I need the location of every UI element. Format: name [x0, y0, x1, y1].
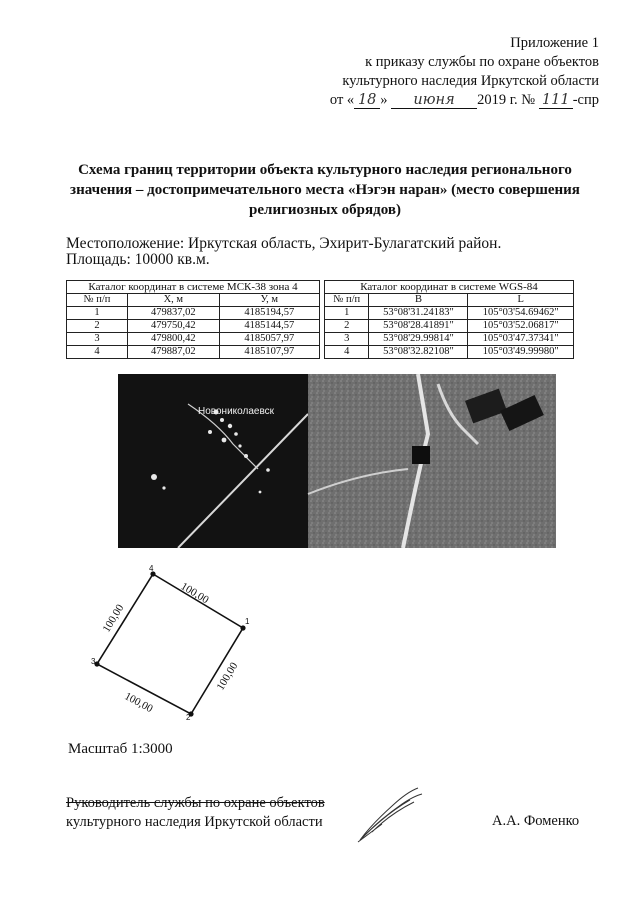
wgs-header-num: № п/п — [325, 294, 369, 307]
cell: 105°03'49.99980" — [468, 346, 574, 359]
cell: 3 — [325, 333, 369, 346]
appendix-line-1: Приложение 1 — [510, 35, 599, 51]
cell: 4185107,97 — [219, 346, 319, 359]
cell: 479887,02 — [128, 346, 219, 359]
cell: 53°08'29.99814" — [369, 333, 468, 346]
cell: 53°08'32.82108" — [369, 346, 468, 359]
point-label-4: 4 — [149, 564, 154, 573]
wgs-header-b: B — [369, 294, 468, 307]
wgs-coordinates-table — [324, 280, 574, 359]
cell: 105°03'54.69462" — [468, 307, 574, 320]
point-label-2: 2 — [186, 713, 191, 722]
satellite-image-graphic — [118, 374, 556, 548]
cell: 4185194,57 — [219, 307, 319, 320]
position-line-1: Руководитель службы по охране объектов — [66, 795, 325, 811]
village-label: Новониколаевск — [198, 406, 275, 417]
appendix-block — [330, 34, 599, 110]
date-year: 2019 г. № — [477, 92, 536, 108]
cell: 53°08'31.24183" — [369, 307, 468, 320]
cell: 479800,42 — [128, 333, 219, 346]
wgs-header-l: L — [468, 294, 574, 307]
appendix-date-line — [330, 91, 599, 110]
table-row — [67, 346, 320, 359]
cell: 479750,42 — [128, 320, 219, 333]
cell: 4185057,97 — [219, 333, 319, 346]
order-number: 111 — [539, 93, 573, 109]
area-text: Площадь: 10000 кв.м. — [66, 253, 210, 266]
cell: 1 — [67, 307, 128, 320]
table-row — [325, 333, 574, 346]
cell: 1 — [325, 307, 369, 320]
cell: 2 — [67, 320, 128, 333]
date-day: 18 — [354, 93, 380, 109]
appendix-line-3: культурного наследия Иркутской области — [342, 73, 599, 89]
scale-label: Масштаб 1:3000 — [68, 741, 173, 757]
msk-coordinates-table — [66, 280, 320, 359]
table-row — [325, 307, 574, 320]
satellite-image — [118, 374, 556, 548]
table-row — [325, 320, 574, 333]
table-row — [67, 307, 320, 320]
cell: 479837,02 — [128, 307, 219, 320]
msk-header-num: № п/п — [67, 294, 128, 307]
handwritten-signature — [352, 784, 442, 844]
cell: 4 — [325, 346, 369, 359]
msk-header-y: У, м — [219, 294, 319, 307]
vertex-point — [240, 625, 245, 630]
side-label: 100,00 — [100, 602, 127, 635]
msk-header-x: X, м — [128, 294, 219, 307]
point-label-1: 1 — [245, 617, 250, 626]
date-mid: » — [380, 92, 388, 108]
boundary-polygon — [97, 574, 243, 714]
order-suffix: -спр — [572, 92, 599, 108]
wgs-table-caption: Каталог координат в системе WGS-84 — [325, 281, 574, 294]
signatory-name: А.А. Фоменко — [492, 813, 580, 829]
msk-table-caption: Каталог координат в системе МСК-38 зона 4 — [67, 281, 320, 294]
appendix-line-2: к приказу службы по охране объектов — [365, 54, 599, 70]
site-marker — [412, 446, 430, 464]
date-month: июня — [391, 93, 477, 109]
position-line-2: культурного наследия Иркутской области — [66, 814, 323, 830]
date-prefix: от « — [329, 92, 355, 108]
cell: 3 — [67, 333, 128, 346]
cell: 4 — [67, 346, 128, 359]
cell: 105°03'52.06817" — [468, 320, 574, 333]
side-label: 100,00 — [178, 580, 211, 607]
table-row — [325, 346, 574, 359]
boundary-scheme — [70, 560, 270, 735]
location-text: Местоположение: Иркутская область, Эхирит-Булагатский район. — [66, 235, 502, 252]
table-row — [67, 320, 320, 333]
document-title: Схема границ территории объекта культурного наследия регионального значения – достопримечательного места «Нэгэн наран» (место совершения религиозных обрядов) — [70, 162, 580, 218]
cell: 53°08'28.41891" — [369, 320, 468, 333]
side-label: 100,00 — [214, 660, 241, 693]
cell: 4185144,57 — [219, 320, 319, 333]
overview-panel — [118, 374, 308, 548]
cell: 105°03'47.37341" — [468, 333, 574, 346]
table-row — [67, 333, 320, 346]
signatory-position — [66, 794, 325, 832]
point-label-3: 3 — [91, 657, 96, 666]
cell: 2 — [325, 320, 369, 333]
side-label: 100,00 — [122, 690, 155, 716]
